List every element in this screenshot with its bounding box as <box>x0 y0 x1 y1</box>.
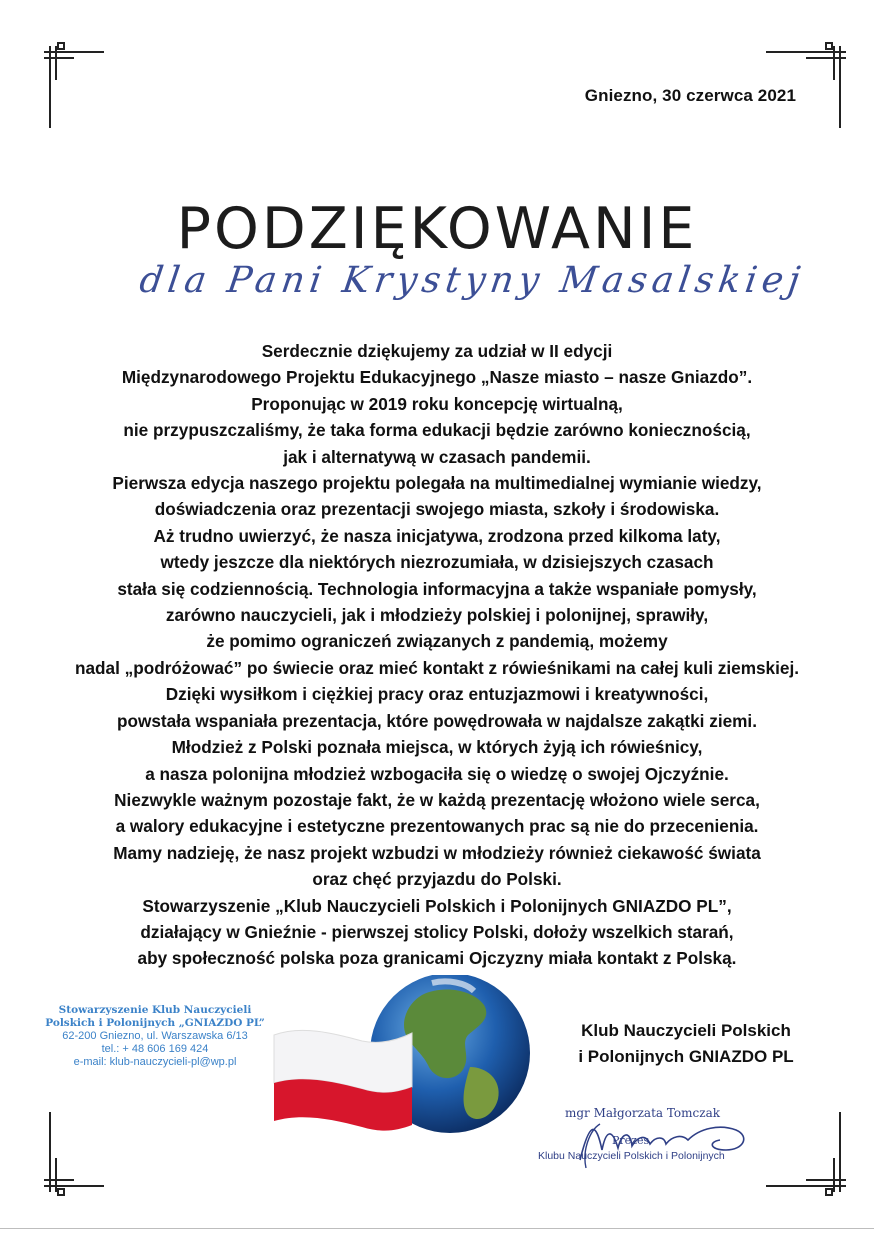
signatory-organization: Klubu Nauczycieli Polskich i Polonijnych <box>538 1150 725 1162</box>
body-line: oraz chęć przyjazdu do Polski. <box>312 869 562 890</box>
document-title: PODZIĘKOWANIE <box>176 196 698 262</box>
stamp-line: Stowarzyszenie Klub Nauczycieli <box>58 1004 252 1016</box>
stamp-email: e-mail: klub-nauczycieli-pl@wp.pl <box>73 1056 237 1068</box>
body-line: aby społeczność polska poza granicami Ojczyzny miała kontakt z Polską. <box>137 948 737 969</box>
letter-body <box>0 338 874 972</box>
corner-ornament-bottom-right <box>766 1110 856 1200</box>
body-line: Mamy nadzieję, że nasz projekt wzbudzi w młodzieży również ciekawość świata <box>113 842 761 863</box>
body-line: Aż trudno uwierzyć, że nasza inicjatywa, zrodzona przed kilkoma laty, <box>153 525 721 546</box>
stamp-address: 62-200 Gniezno, ul. Warszawska 6/13 <box>62 1030 248 1042</box>
body-line: Stowarzyszenie „Klub Nauczycieli Polskich i Polonijnych GNIAZDO PL”, <box>142 895 732 916</box>
body-line: Serdecznie dziękujemy za udział w II edycji <box>261 341 613 361</box>
corner-ornament-top-left <box>38 40 108 130</box>
body-line: nie przypuszczaliśmy, że taka forma edukacji będzie zarówno koniecznością, <box>123 420 751 441</box>
body-line: a nasza polonijna młodzież wzbogaciła się o wiedzę o swojej Ojczyźnie. <box>145 763 729 784</box>
body-line: a walory edukacyjne i estetyczne prezentowanych prac są nie do przecenienia. <box>115 816 759 837</box>
club-name-line: i Polonijnych GNIAZDO PL <box>578 1047 794 1066</box>
club-name-line: Klub Nauczycieli Polskich <box>581 1021 791 1040</box>
page-edge-divider <box>0 1228 874 1229</box>
body-line: Młodzież z Polski poznała miejsca, w których żyją ich rówieśnicy, <box>171 737 703 758</box>
body-line: stała się codziennością. Technologia informacyjna a także wspaniałe pomysły, <box>117 578 757 599</box>
body-line: Dzięki wysiłkom i ciężkiej pracy oraz entuzjazmowi i kreatywności, <box>165 684 709 705</box>
corner-ornament-top-right <box>766 40 856 130</box>
body-line: wtedy jeszcze dla niektórych niezrozumiała, w dzisiejszych czasach <box>160 552 714 573</box>
association-stamp <box>40 1004 270 1069</box>
body-line: Niezwykle ważnym pozostaje fakt, że w każdą prezentację włożono wiele serca, <box>114 789 760 810</box>
body-line: Proponując w 2019 roku koncepcję wirtualną, <box>251 393 623 414</box>
body-line: nadal „podróżować” po świecie oraz mieć kontakt z rówieśnikami na całej kuli ziemskiej. <box>74 657 800 678</box>
document-date: Gniezno, 30 czerwca 2021 <box>584 86 796 105</box>
body-line: że pomimo ograniczeń związanych z pandemią, możemy <box>206 631 668 652</box>
stamp-phone: tel.: + 48 606 169 424 <box>101 1043 209 1055</box>
signatory-name: mgr Małgorzata Tomczak <box>565 1106 720 1120</box>
stamp-line: Polskich i Polonijnych „GNIAZDO PL” <box>45 1017 265 1029</box>
body-line: działający w Gnieźnie - pierwszej stolicy Polski, dołoży wszelkich starań, <box>140 921 734 942</box>
club-name <box>556 1018 816 1070</box>
body-line: zarówno nauczycieli, jak i młodzieży polskiej i polonijnej, sprawiły, <box>165 605 709 626</box>
signatory-role: Prezes <box>612 1134 650 1147</box>
body-line: Pierwsza edycja naszego projektu polegała na multimedialnej wymianie wiedzy, <box>112 473 762 494</box>
body-line: jak i alternatywą w czasach pandemii. <box>283 446 591 467</box>
body-line: powstała wspaniała prezentacja, które powędrowała w najdalsze zakątki ziemi. <box>117 710 757 731</box>
corner-ornament-bottom-left <box>38 1110 108 1200</box>
globe-with-polish-flag-image <box>272 975 542 1140</box>
body-line: doświadczenia oraz prezentacji swojego miasta, szkoły i środowiska. <box>154 499 720 520</box>
signature-block <box>520 1100 770 1180</box>
recipient-handwritten: dla Pani Krystyny Masalskiej <box>137 260 808 301</box>
body-line: Międzynarodowego Projektu Edukacyjnego „Nasze miasto – nasze Gniazdo”. <box>121 367 753 388</box>
